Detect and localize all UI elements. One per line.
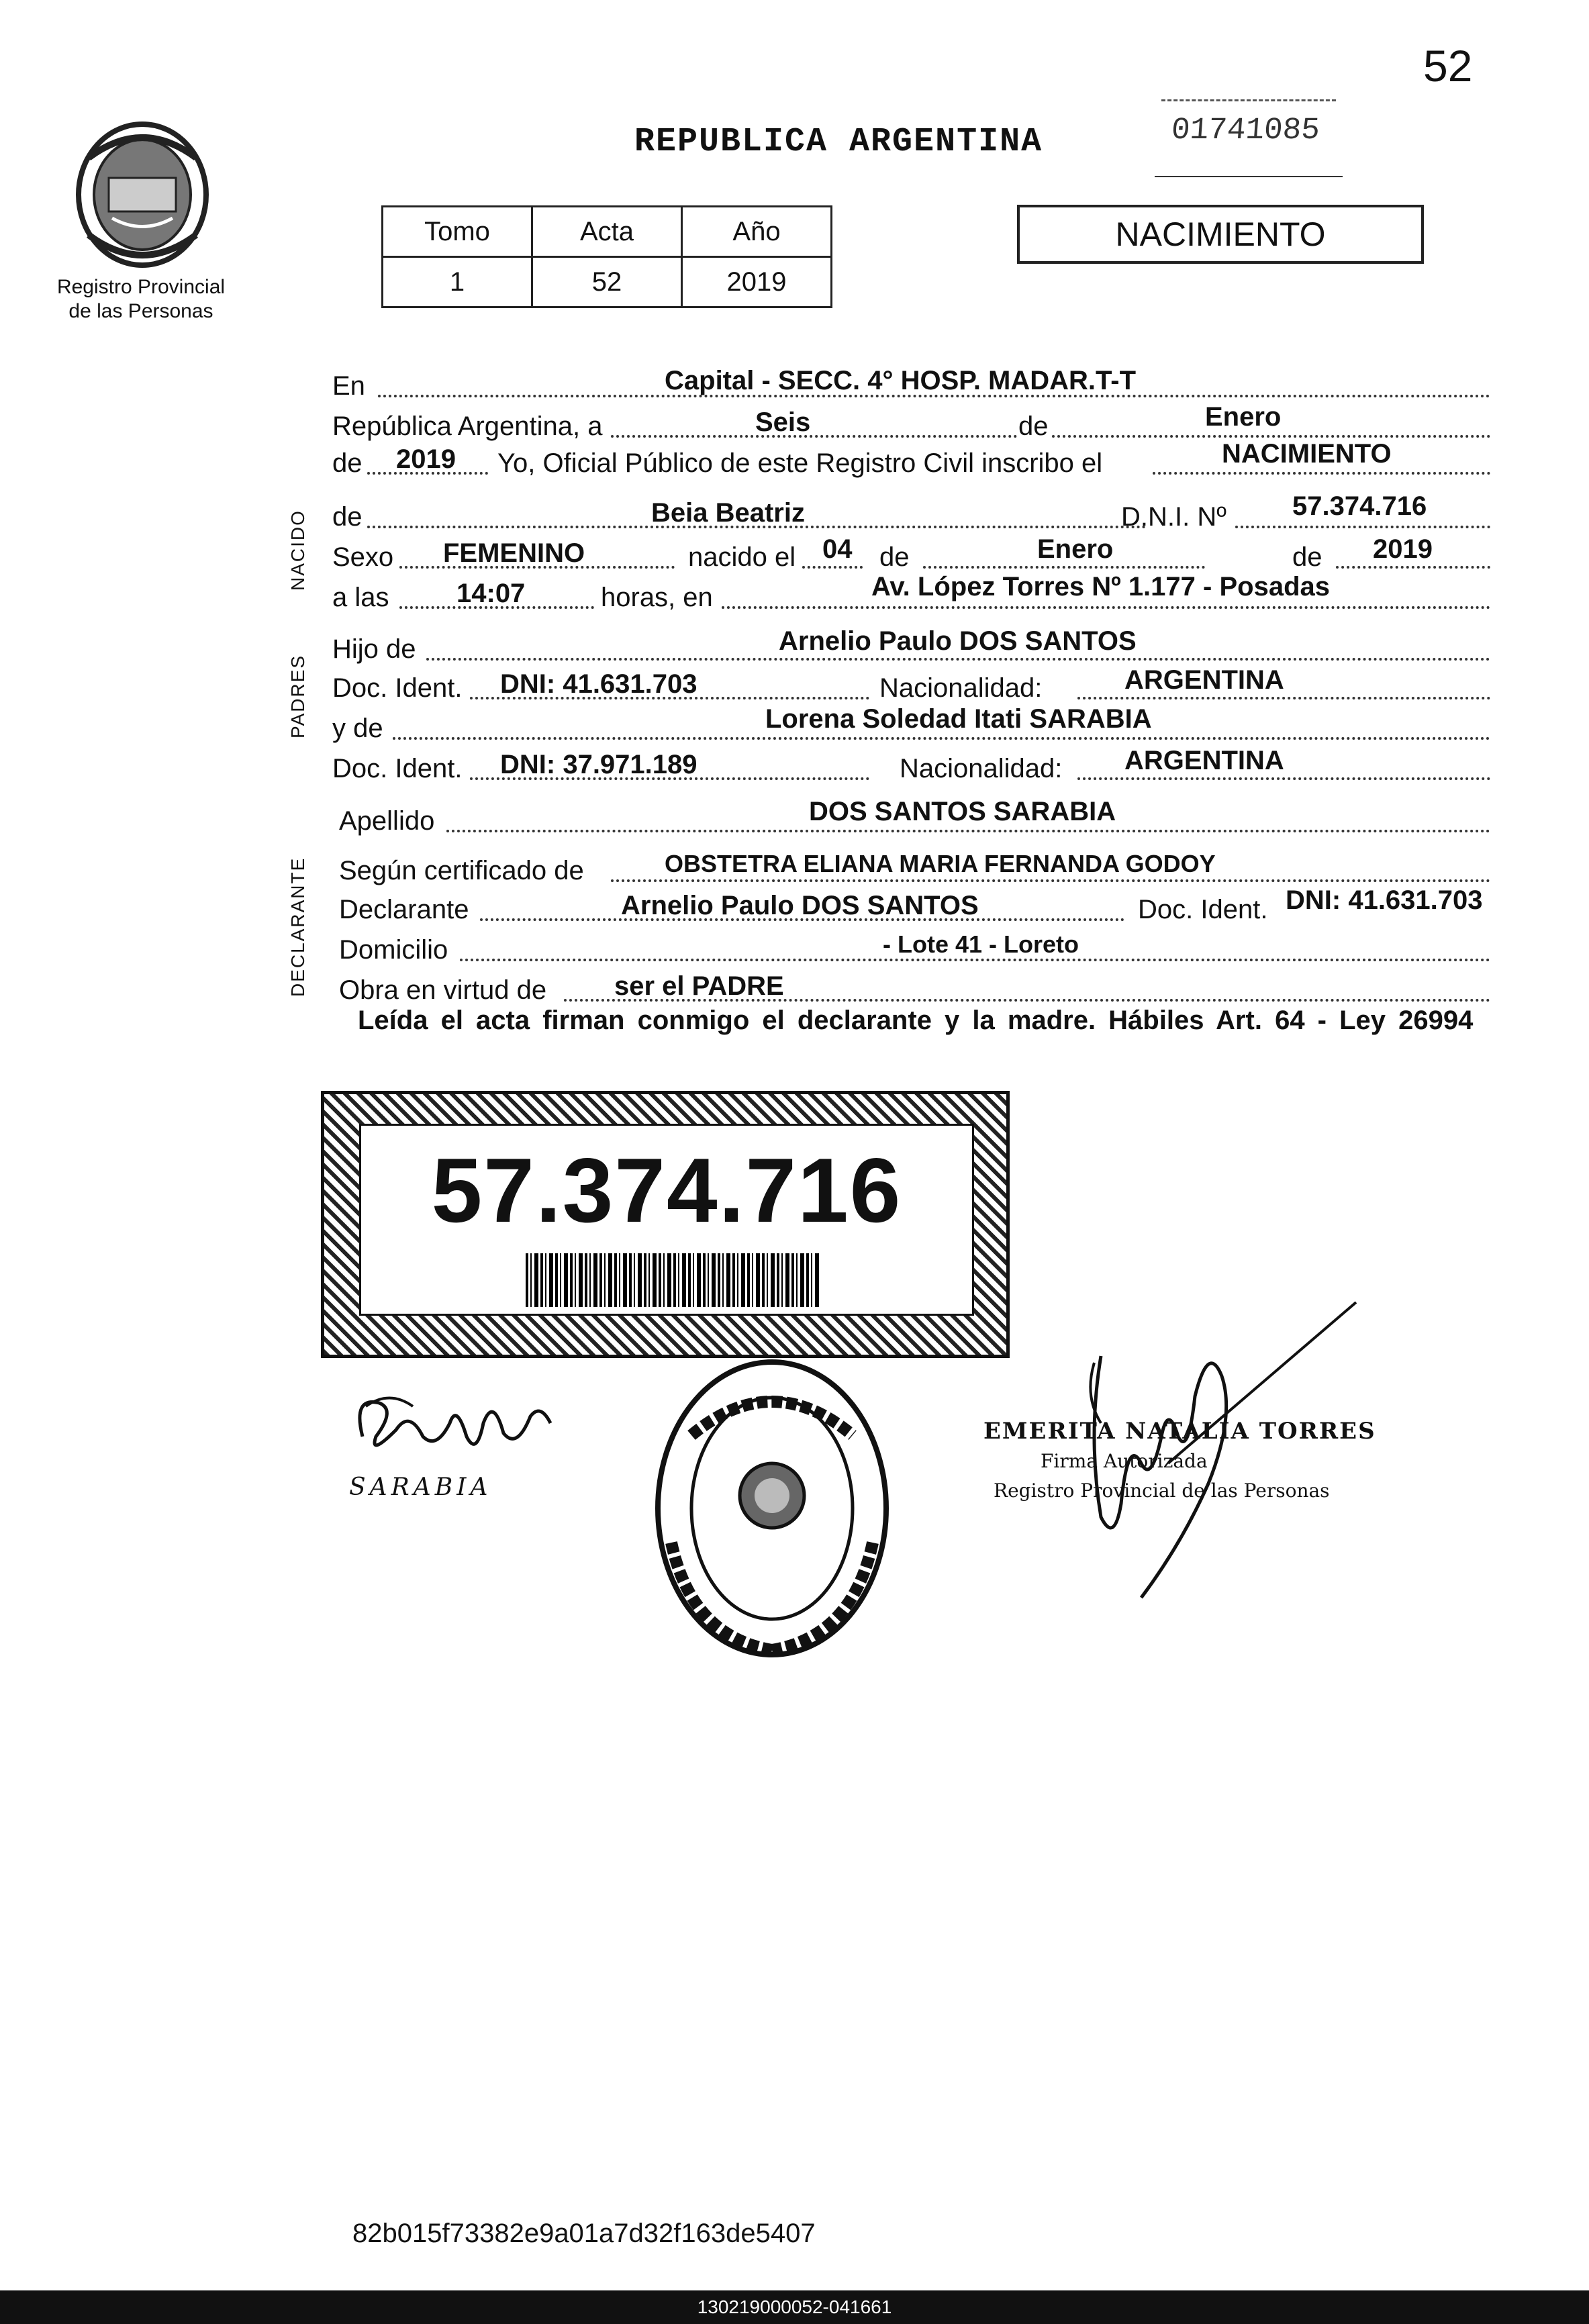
- value-anio: 2019: [682, 257, 832, 307]
- footer-code: 130219000052-041661: [697, 2296, 892, 2317]
- label-doc: Doc. Ident.: [332, 673, 463, 703]
- official-role: Firma Autorizada: [1041, 1450, 1208, 1472]
- label-father: Hijo de: [332, 634, 416, 664]
- dotted-line: [1077, 777, 1490, 780]
- dotted-line: [1077, 697, 1490, 699]
- label-name-de: de: [332, 502, 363, 532]
- label-mother: y de: [332, 714, 383, 743]
- header-tomo: Tomo: [383, 207, 532, 257]
- value-time: 14:07: [456, 579, 526, 608]
- label-born: nacido el: [688, 542, 796, 572]
- label-year-de: de: [332, 448, 363, 478]
- value-month-word: Enero: [1205, 402, 1282, 432]
- serial-underline: [1155, 176, 1343, 177]
- header-anio: Año: [682, 207, 832, 257]
- dotted-line: [802, 566, 863, 569]
- registry-caption: [47, 275, 235, 324]
- dotted-line: [611, 879, 1490, 882]
- value-birth-address: Av. López Torres Nº 1.177 - Posadas: [871, 572, 1330, 601]
- page-number: 52: [1423, 41, 1473, 91]
- official-name: EMERITA NATALIA TORRES: [983, 1418, 1376, 1445]
- row-sex-birth: [332, 534, 1490, 573]
- province-coat-of-arms-logo: [62, 117, 223, 279]
- label-address: Domicilio: [339, 935, 448, 965]
- serial-dash: [1161, 99, 1336, 101]
- label-de: de: [1018, 411, 1049, 441]
- dotted-line: [923, 566, 1205, 569]
- label-sex: Sexo: [332, 542, 394, 572]
- label-surname: Apellido: [339, 806, 435, 836]
- dotted-line: [611, 435, 1017, 438]
- value-place: Capital - SECC. 4° HOSP. MADAR.T-T: [665, 366, 1137, 395]
- value-acta: 52: [532, 257, 682, 307]
- value-name: Beia Beatriz: [651, 498, 805, 528]
- record-table-header: [383, 207, 832, 257]
- side-label-declarante: DECLARANTE: [287, 857, 308, 997]
- dotted-line: [460, 959, 1490, 961]
- dotted-line: [446, 830, 1490, 832]
- registry-caption-line2: de las Personas: [68, 300, 213, 322]
- value-declarant-doc: DNI: 41.631.703: [1286, 885, 1483, 915]
- record-type-box: NACIMIENTO: [1017, 205, 1424, 264]
- label-acts: Obra en virtud de: [339, 975, 547, 1005]
- record-table: [381, 205, 832, 308]
- record-table-values: [383, 257, 832, 307]
- label-en: En: [332, 371, 365, 401]
- mother-signature: SARABIA: [349, 1473, 492, 1501]
- dotted-line: [1235, 526, 1490, 528]
- official-org: Registro Provincial de las Personas: [994, 1480, 1330, 1502]
- serial-number: 01741085: [1170, 113, 1321, 148]
- label-dni: D.N.I. Nº: [1121, 502, 1226, 532]
- father-signature: [349, 1383, 564, 1470]
- label-republica: República Argentina, a: [332, 411, 603, 441]
- official-seal: [651, 1355, 893, 1662]
- dotted-line: [426, 658, 1490, 661]
- value-father: Arnelio Paulo DOS SANTOS: [779, 626, 1137, 656]
- side-label-nacido: NACIDO: [287, 510, 308, 591]
- row-father: [332, 626, 1490, 665]
- label-hours: horas, en: [601, 583, 713, 612]
- dni-sticker: [321, 1091, 1010, 1358]
- value-mother-doc: DNI: 37.971.189: [500, 750, 697, 779]
- label-nationality: Nacionalidad:: [879, 673, 1043, 703]
- row-republica: [332, 403, 1490, 442]
- value-address: - Lote 41 - Loreto: [883, 930, 1079, 958]
- row-surname: [332, 797, 1490, 836]
- row-address: [332, 926, 1490, 965]
- dni-sticker-number: 57.374.716: [431, 1139, 902, 1241]
- row-acts: [332, 967, 1490, 1006]
- dotted-line: [1153, 472, 1490, 475]
- side-label-padres: PADRES: [287, 654, 308, 738]
- value-mother: Lorena Soledad Itati SARABIA: [765, 704, 1152, 734]
- row-declarant: [332, 886, 1490, 925]
- row-mother-doc: [332, 745, 1490, 784]
- label-time: a las: [332, 583, 389, 612]
- label-oficial: Yo, Oficial Público de este Registro Civil inscribo el: [497, 448, 1103, 478]
- label-doc: Doc. Ident.: [332, 754, 463, 783]
- value-dni: 57.374.716: [1292, 491, 1427, 521]
- label-born-de2: de: [1292, 542, 1322, 572]
- label-nationality: Nacionalidad:: [900, 754, 1063, 783]
- country-title: REPUBLICA ARGENTINA: [634, 123, 1043, 161]
- value-declarant: Arnelio Paulo DOS SANTOS: [621, 891, 979, 920]
- value-surname: DOS SANTOS SARABIA: [809, 797, 1116, 826]
- row-time-place: [332, 574, 1490, 613]
- row-place: [332, 362, 1490, 401]
- dotted-line: [393, 737, 1490, 740]
- value-father-nationality: ARGENTINA: [1124, 665, 1284, 695]
- value-tomo: 1: [383, 257, 532, 307]
- value-sex: FEMENINO: [443, 538, 585, 568]
- row-father-doc: [332, 665, 1490, 704]
- value-event: NACIMIENTO: [1222, 439, 1392, 469]
- dotted-line: [1052, 435, 1490, 438]
- closing-statement: Leída el acta firman conmigo el declarante y la madre. Hábiles Art. 64 - Ley 26994: [358, 1006, 1474, 1035]
- row-mother: [332, 705, 1490, 744]
- row-certificate: [332, 847, 1490, 886]
- dotted-line: [722, 606, 1490, 609]
- barcode: [526, 1253, 821, 1307]
- label-doc: Doc. Ident.: [1138, 895, 1268, 924]
- value-father-doc: DNI: 41.631.703: [500, 669, 697, 699]
- value-day-word: Seis: [755, 407, 811, 437]
- value-certificate: OBSTETRA ELIANA MARIA FERNANDA GODOY: [665, 850, 1216, 877]
- value-born-year: 2019: [1373, 534, 1433, 564]
- label-born-de: de: [879, 542, 910, 572]
- document-hash: 82b015f73382e9a01a7d32f163de5407: [352, 2219, 816, 2248]
- registry-caption-line1: Registro Provincial: [56, 276, 226, 298]
- value-born-month: Enero: [1037, 534, 1114, 564]
- value-mother-nationality: ARGENTINA: [1124, 746, 1284, 775]
- dni-sticker-panel: [359, 1124, 974, 1316]
- row-year-event: [332, 440, 1490, 479]
- value-born-day: 04: [822, 534, 853, 564]
- label-declarant: Declarante: [339, 895, 469, 924]
- header-acta: Acta: [532, 207, 682, 257]
- footer-bar: [0, 2290, 1589, 2324]
- value-year: 2019: [396, 444, 456, 474]
- row-name: [332, 493, 1490, 532]
- dotted-line: [1336, 566, 1490, 569]
- value-acts: ser el PADRE: [614, 971, 784, 1001]
- label-certificate: Según certificado de: [339, 856, 584, 885]
